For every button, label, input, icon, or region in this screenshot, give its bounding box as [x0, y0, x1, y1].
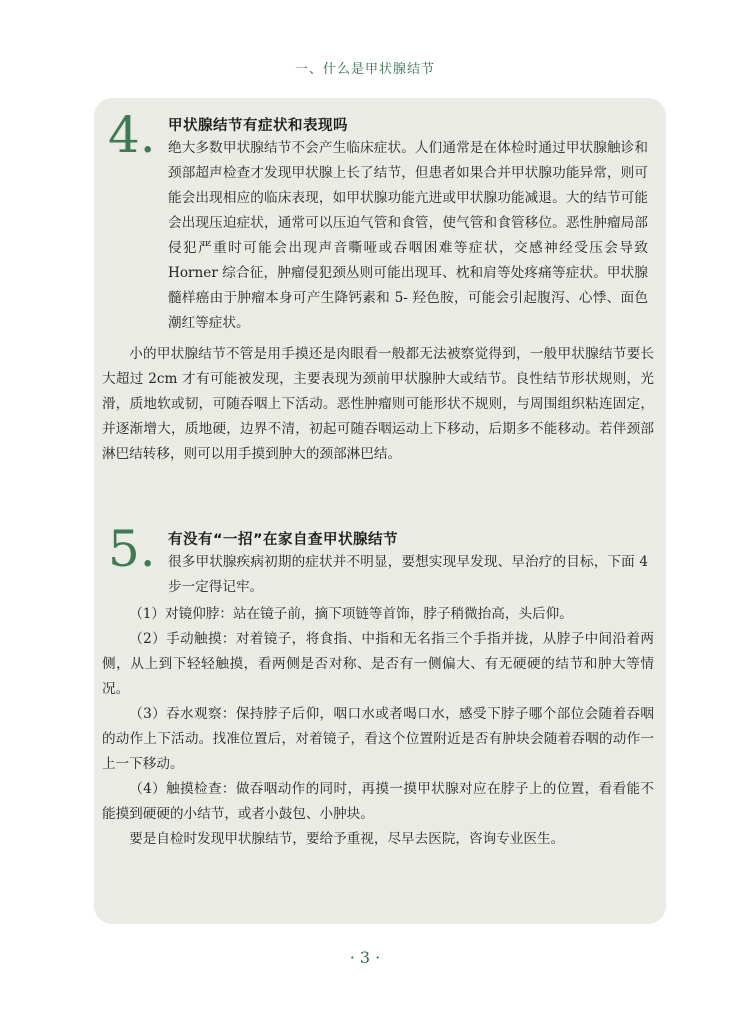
section-5-number: 5.	[108, 520, 156, 578]
section-5-lead-wrap	[168, 550, 648, 600]
content-card	[94, 98, 666, 924]
page-number: · 3 ·	[349, 948, 381, 967]
section-4-body	[102, 342, 654, 467]
section-5-closing: 要是自检时发现甲状腺结节，要给予重视，尽早去医院，咨询专业医生。	[129, 831, 565, 847]
section-4-lead-wrap	[168, 136, 648, 336]
section-4-lead: 绝大多数甲状腺结节不会产生临床症状。人们通常是在体检时通过甲状腺触诊和颈部超声检查才发现甲状腺上长了结节，但患者如果合并甲状腺功能异常，则可能会出现相应的临床表现，如甲状腺功能亢进或甲状腺功能减退。大的结节可能会出现压迫症状，通常可以压迫气管和食管，使气管和食管移位。恶性肿瘤局部侵犯严重时可能会出现声音嘶哑或吞咽困难等症状，交感神经受压会导致 Horner 综合征，肿瘤侵犯颈丛则可能出现耳、枕和肩等处疼痛等症状。甲状腺髓样癌由于肿瘤本身可产生降钙素和 5- 羟色胺，可能会引起腹泻、心悸、面色潮红等症状。	[168, 140, 648, 331]
step-2: （2）手动触摸：对着镜子，将食指、中指和无名指三个手指并拢，从脖子中间沿着两侧，从上到下轻轻触摸，看两侧是否对称、是否有一侧偏大、有无硬硬的结节和肿大等情况。	[102, 631, 654, 697]
step-4: （4）触摸检查：做吞咽动作的同时，再摸一摸甲状腺对应在脖子上的位置，看看能不能摸到硬硬的小结节，或者小鼓包、小肿块。	[102, 781, 654, 822]
step-3: （3）吞水观察：保持脖子后仰，咽口水或者喝口水，感受下脖子哪个部位会随着吞咽的动作上下活动。找准位置后，对着镜子，看这个位置附近是否有肿块会随着吞咽的动作一上一下移动。	[102, 706, 654, 772]
running-header: 一、什么是甲状腺结节	[294, 62, 435, 77]
section-4-paragraph-2: 小的甲状腺结节不管是用手摸还是肉眼看一般都无法被察觉得到，一般甲状腺结节要长大超过 2cm 才有可能被发现，主要表现为颈前甲状腺肿大或结节。良性结节形状规则，光滑，质地软或韧，可随吞咽上下活动。恶性肿瘤则可能形状不规则，与周围组织粘连固定，并逐渐增大，质地硬，边界不清，初起可随吞咽运动上下移动，后期多不能移动。若伴颈部淋巴结转移，则可以用手摸到肿大的颈部淋巴结。	[102, 346, 654, 462]
section-5-lead: 很多甲状腺疾病初期的症状并不明显，要想实现早发现、早治疗的目标，下面 4 步一定得记牢。	[168, 554, 648, 595]
step-1: （1）对镜仰脖：站在镜子前，摘下项链等首饰，脖子稍微抬高，头后仰。	[129, 606, 573, 622]
section-5-steps	[102, 602, 654, 852]
section-5-title: 有没有“一招”在家自查甲状腺结节	[168, 532, 399, 548]
section-4-number: 4.	[108, 106, 156, 164]
section-4-title: 甲状腺结节有症状和表现吗	[168, 118, 348, 134]
